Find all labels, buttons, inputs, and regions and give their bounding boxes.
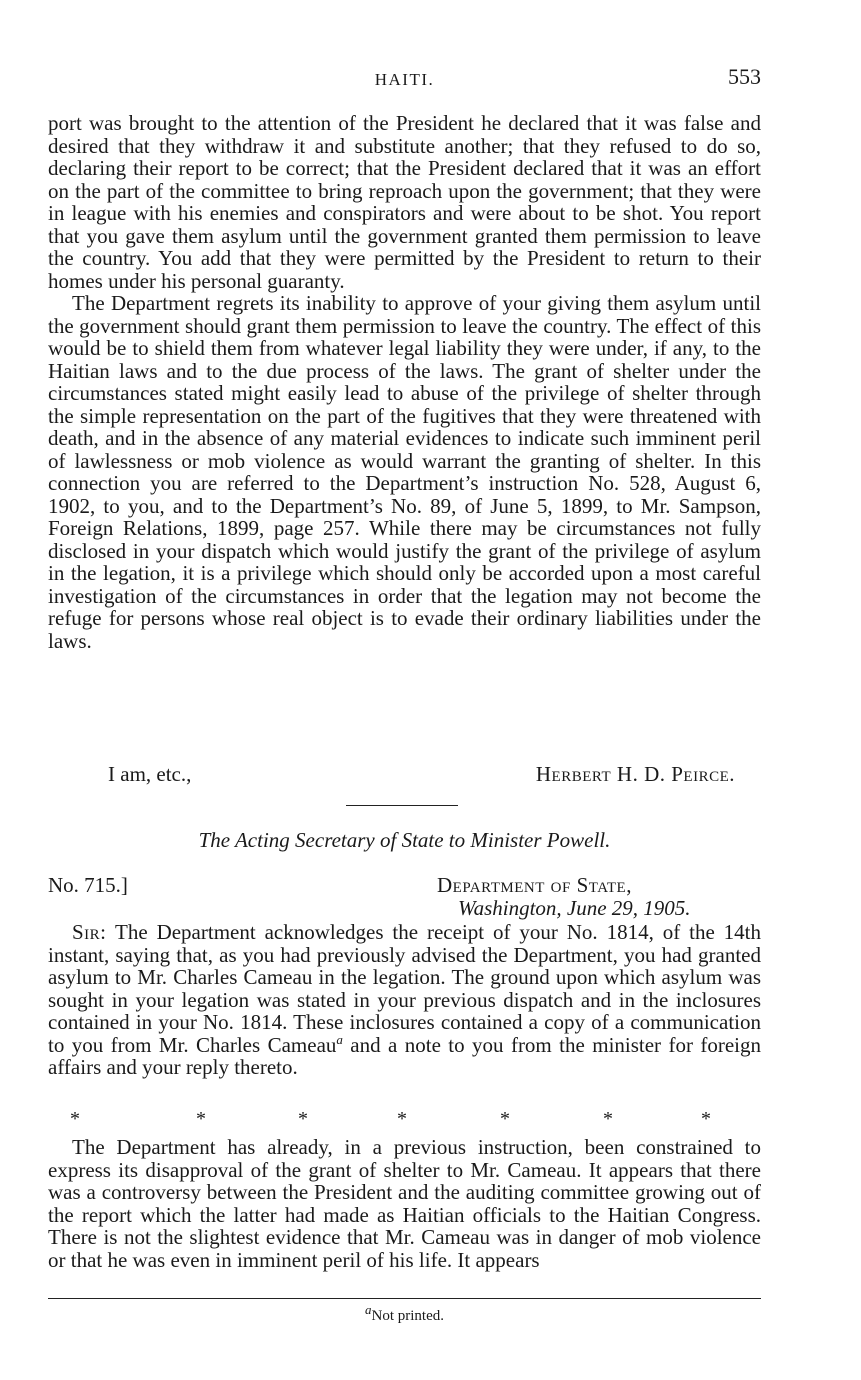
footnote [48,1302,761,1325]
footnote-text: Not printed. [371,1308,444,1324]
star: * [603,1108,613,1130]
letter-closing [48,762,761,788]
section-divider [346,805,458,806]
letter-body [48,921,761,1079]
paragraph-text: The Department acknowledges the receipt of your No. 1814, of the 14th instant, saying that, as you had previously advised the Department, you had granted asylum to Mr. Charles Cameau in the legation. The ground upon which asylum was sought in your legation was stated in your previous dispatch and in the inclosures contained in your No. 1814. These inclosures contained a copy of a communication to you from Mr. Charles Cameau [48,920,761,1057]
sender-department: Department of State, [437,873,632,897]
signature: Herbert H. D. Peirce. [535,762,735,786]
star: * [196,1108,206,1130]
closing-phrase: I am, etc., [108,762,192,786]
star: * [298,1108,308,1130]
letter-heading: The Acting Secretary of State to Minister Powell. [198,828,611,852]
salutation: Sir: [72,920,107,944]
paragraph-text: and a note to you from the minister for foreign affairs and your reply thereto. [48,1032,761,1079]
letter-body-continued [48,112,761,652]
footnote-marker: a [365,1302,372,1317]
paragraph: The Department has already, in a previous instruction, been constrained to express its disapproval of the grant of shelter to Mr. Cameau. It appears that there was a controversy between the President and the auditing committee growing out of the report which the latter had made as Haitian officials to the Haitian Congress. There is not the slightest evidence that Mr. Cameau was in danger of mob violence or that he was even in imminent peril of his life. It appears [48,1135,761,1272]
page-header [48,64,761,92]
footnote-rule [48,1298,761,1299]
star: * [70,1108,80,1130]
paragraph [48,921,761,1079]
document-number: No. 715.] [48,873,128,897]
star: * [500,1108,510,1130]
dateline: Washington, June 29, 1905. [458,896,691,920]
page-number: 553 [728,64,761,89]
footnote-reference: a [336,1031,343,1047]
running-title: HAITI. [374,70,435,89]
paragraph: port was brought to the attention of the President he declared that it was false and desired that they withdraw it and substitute another; that they refused to do so, declaring their report to be correct; that the President declared that it was an effort on the part of the committee to bring reproach upon the government; that they were in league with his enemies and conspirators and were about to be shot. You report that you gave them asylum until the government granted them permission to leave the country. You add that they were permitted by the President to return to their homes under his personal guaranty. [48,111,761,293]
omission-stars [48,1108,761,1130]
star: * [397,1108,407,1130]
letter-body-part2 [48,1136,761,1271]
paragraph: The Department regrets its inability to approve of your giving them asylum until the government should grant them permission to leave the country. The effect of this would be to shield them from whatever legal liability they were under, if any, to the Haitian laws and to the due process of the laws. The grant of shelter under the circumstances stated might easily lead to abuse of the privilege of shelter through the simple representation on the part of the fugitives that they were threatened with death, and in the absence of any material evidences to indicate such imminent peril of lawlessness or mob violence as would warrant the granting of shelter. In this connection you are referred to the Department’s instruction No. 528, August 6, 1902, to you, and to the Department’s No. 89, of June 5, 1899, to Mr. Sampson, Foreign Relations, 1899, page 257. While there may be circumstances not fully disclosed in your dispatch which would justify the grant of the privilege of asylum in the legation, it is a privilege which should only be accorded upon a most careful investigation of the circumstances in order that the legation may not become the refuge for persons whose real object is to evade their ordinary liabilities under the laws. [48,291,761,653]
star: * [701,1108,711,1130]
